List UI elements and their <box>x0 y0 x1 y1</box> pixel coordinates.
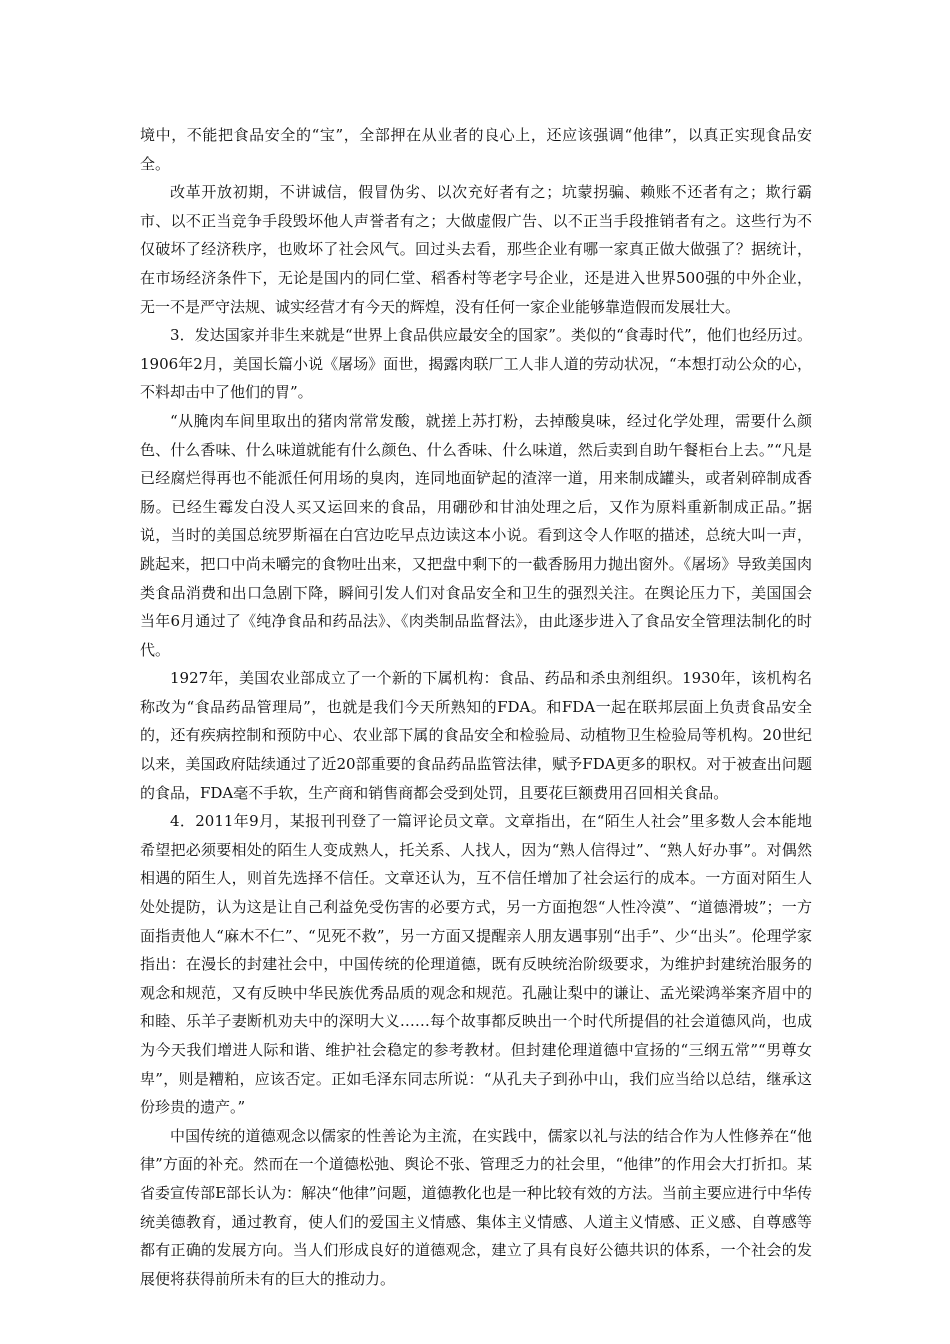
paragraph-1: 境中，不能把食品安全的“宝”，全部押在从业者的良心上，还应该强调“他律”，以真正实现食品安全。 <box>140 126 812 173</box>
document-body <box>140 121 812 1293</box>
paragraph-6: 4．2011年9月，某报刊刊登了一篇评论员文章。文章指出，在“陌生人社会”里多数人会本能地希望把必须要相处的陌生人变成熟人，托关系、人找人，因为“熟人信得过”、“熟人好办事”。对偶然相遇的陌生人，则首先选择不信任。文章还认为，互不信任增加了社会运行的成本。一方面对陌生人处处提防，认为这是让自己利益免受伤害的必要方式，另一方面抱怨“人性冷漠”、“道德滑坡”；一方面指责他人“麻木不仁”、“见死不救”，另一方面又提醒亲人朋友遇事别“出手”、少“出头”。伦理学家指出：在漫长的封建社会中，中国传统的伦理道德，既有反映统治阶级要求，为维护封建统治服务的观念和规范，又有反映中华民族优秀品质的观念和规范。孔融让梨中的谦让、孟光梁鸿举案齐眉中的和睦、乐羊子妻断机劝夫中的深明大义……每个故事都反映出一个时代所提倡的社会道德风尚，也成为今天我们增进人际和谐、维护社会稳定的参考教材。但封建伦理道德中宣扬的“三纲五常”“男尊女卑”，则是糟粕，应该否定。正如毛泽东同志所说：“从孔夫子到孙中山，我们应当给以总结，继承这份珍贵的遗产。” <box>140 812 812 1117</box>
paragraph-5: 1927年，美国农业部成立了一个新的下属机构：食品、药品和杀虫剂组织。1930年，该机构名称改为“食品药品管理局”，也就是我们今天所熟知的FDA。和FDA一起在联邦层面上负责食品安全的，还有疾病控制和预防中心、农业部下属的食品安全和检验局、动植物卫生检验局等机构。20世纪以来，美国政府陆续通过了近20部重要的食品药品监管法律，赋予FDA更多的职权。对于被查出问题的食品，FDA毫不手软，生产商和销售商都会受到处罚，且要花巨额费用召回相关食品。 <box>140 669 812 802</box>
paragraph-4: “从腌肉车间里取出的猪肉常常发酸，就搓上苏打粉，去掉酸臭味，经过化学处理，需要什么颜色、什么香味、什么味道就能有什么颜色、什么香味、什么味道，然后卖到自助午餐柜台上去。”“凡是已经腐烂得再也不能派任何用场的臭肉，连同地面铲起的渣滓一道，用来制成罐头，或者剁碎制成香肠。已经生霉发白没人买又运回来的食品，用硼砂和甘油处理之后，又作为原料重新制成正品。”据说，当时的美国总统罗斯福在白宫边吃早点边读这本小说。看到这令人作呕的描述，总统大叫一声，跳起来，把口中尚未嚼完的食物吐出来，又把盘中剩下的一截香肠用力抛出窗外。《屠场》导致美国肉类食品消费和出口急剧下降，瞬间引发人们对食品安全和卫生的强烈关注。在舆论压力下，美国国会当年6月通过了《纯净食品和药品法》、《肉类制品监督法》，由此逐步进入了食品安全管理法制化的时代。 <box>140 411 812 659</box>
paragraph-7: 中国传统的道德观念以儒家的性善论为主流，在实践中，儒家以礼与法的结合作为人性修养在“他律”方面的补充。然而在一个道德松弛、舆论不张、管理乏力的社会里，“他律”的作用会大打折扣。某省委宣传部E部长认为：解决“他律”问题，道德教化也是一种比较有效的方法。当前主要应进行中华传统美德教育，通过教育，使人们的爱国主义情感、集体主义情感、人道主义情感、正义感、自尊感等都有正确的发展方向。当人们形成良好的道德观念，建立了具有良好公德共识的体系，一个社会的发展便将获得前所未有的巨大的推动力。 <box>140 1126 812 1288</box>
paragraph-2: 改革开放初期，不讲诚信，假冒伪劣、以次充好者有之；坑蒙拐骗、赖账不还者有之；欺行霸市、以不正当竞争手段毁坏他人声誉者有之；大做虚假广告、以不正当手段推销者有之。这些行为不仅破坏了经济秩序，也败坏了社会风气。回过头去看，那些企业有哪一家真正做大做强了？据统计，在市场经济条件下，无论是国内的同仁堂、稻香村等老字号企业，还是进入世界500强的中外企业，无一不是严守法规、诚实经营才有今天的辉煌，没有任何一家企业能够靠造假而发展壮大。 <box>140 183 812 316</box>
paragraph-3: 3．发达国家并非生来就是“世界上食品供应最安全的国家”。类似的“食毒时代”，他们也经历过。1906年2月，美国长篇小说《屠场》面世，揭露肉联厂工人非人道的劳动状况，“本想打动公众的心，不料却击中了他们的胃”。 <box>140 326 812 402</box>
